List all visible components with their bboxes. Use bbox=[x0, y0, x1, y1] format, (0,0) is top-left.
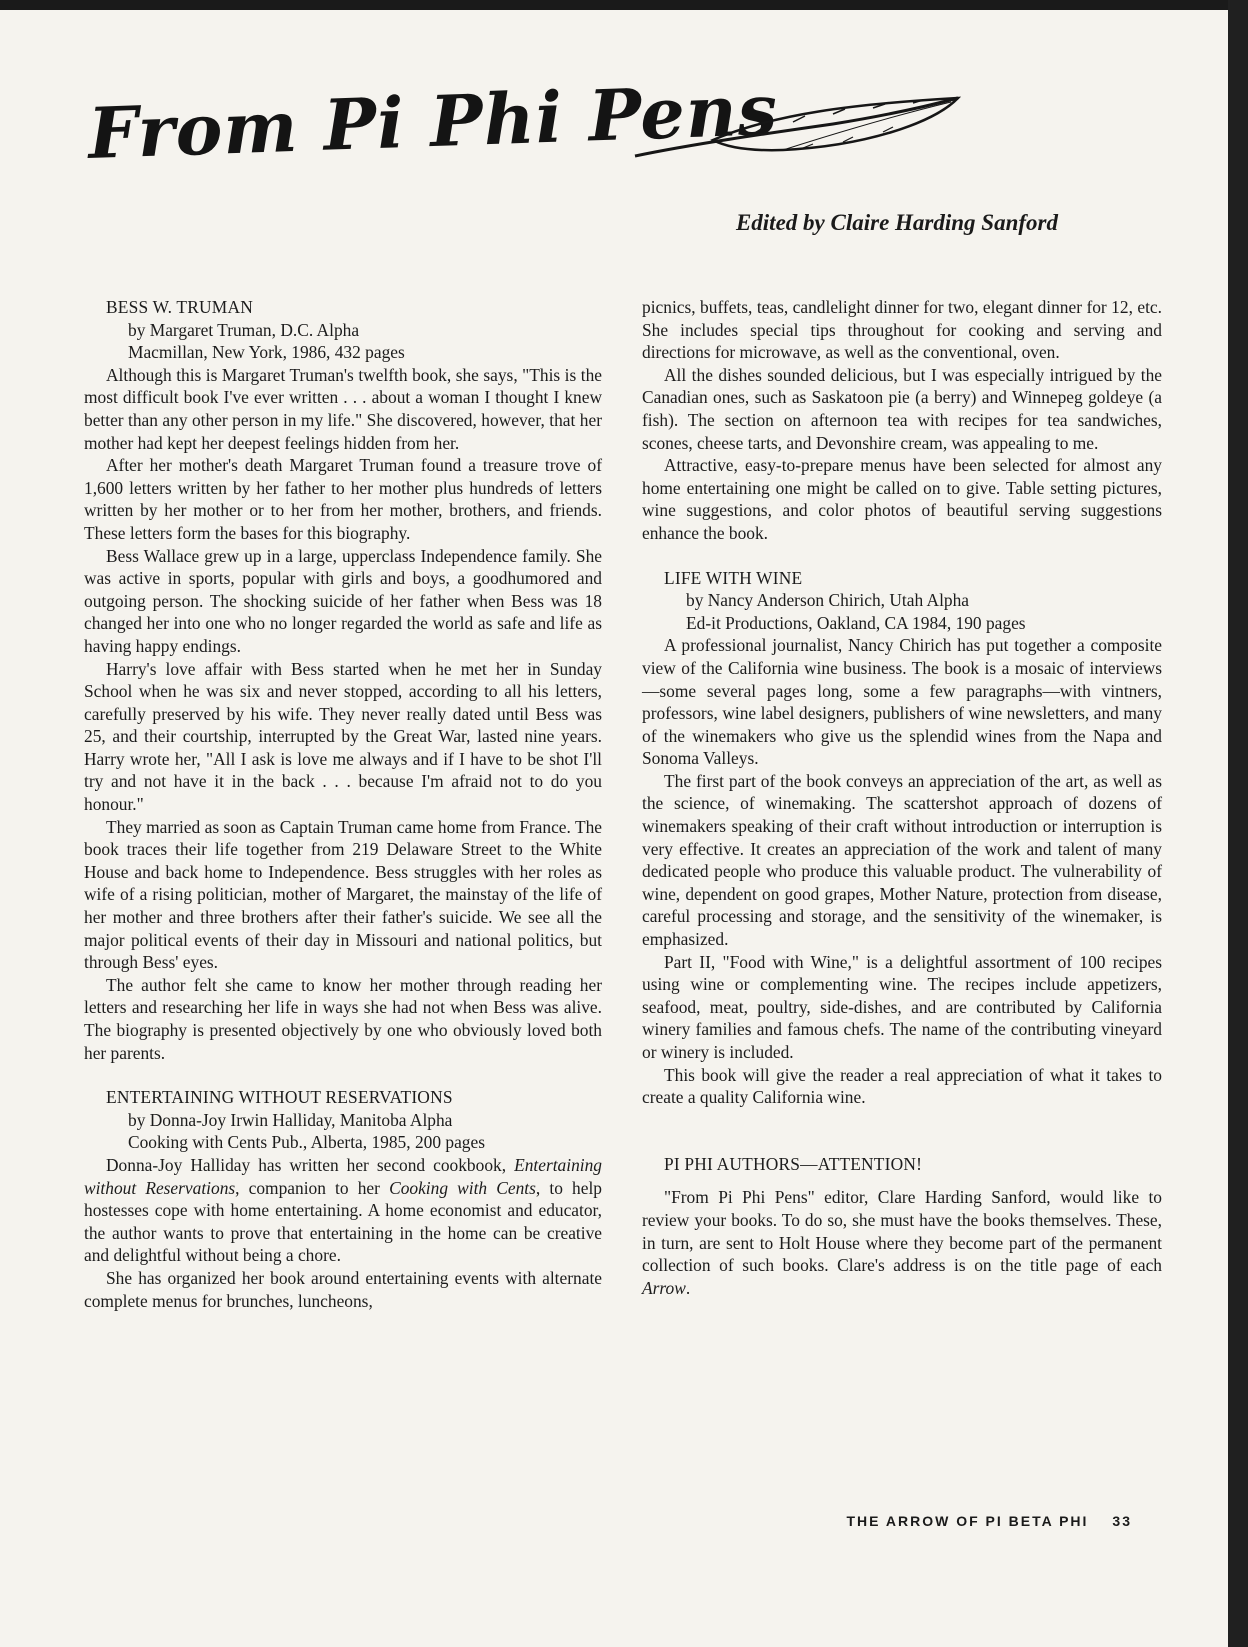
review-publisher: Ed-it Productions, Oakland, CA 1984, 190 pages bbox=[686, 612, 1026, 633]
review-paragraph: Harry's love affair with Bess started when he met her in Sunday School when he was six and never stopped, according to all his letters, carefully preserved by his wife. They never really dated until Bess was 25, and their courtship, interrupted by the Great War, lasted nine years. Harry wrote her, "All I ask is love me always and if I have to be shot I'll try and not have it in the back . . . because I'm afraid not to do you honour." bbox=[84, 658, 602, 815]
editor-credit: Edited by Claire Harding Sanford bbox=[735, 210, 1058, 235]
review-publisher: Cooking with Cents Pub., Alberta, 1985, 200 pages bbox=[128, 1132, 485, 1153]
review-heading: LIFE WITH WINE bbox=[664, 567, 803, 588]
review-paragraph: Although this is Margaret Truman's twelfth book, she says, "This is the most difficult book I've ever written . . . about a woman I thought I knew better than any other person in my life." She discovered, however, that her mother had kept her deepest feelings hidden from her. bbox=[84, 364, 602, 453]
review-bess-truman bbox=[84, 296, 602, 1064]
review-paragraph: After her mother's death Margaret Truman found a treasure trove of 1,600 letters written by her father to her mother plus hundreds of letters written by her mother or to her from her mother, brothers, and friends. These letters form the bases for this biography. bbox=[84, 455, 602, 543]
paragraph-text: "From Pi Phi Pens" editor, Clare Harding Sanford, would like to review your books. To do so, she must have the books themselves. These, in turn, are sent to Holt House where they become part of the permanent collection of such books. Clare's address is on the title page of each bbox=[642, 1187, 1162, 1276]
masthead-title: From Pi Phi Pens bbox=[86, 67, 780, 176]
right-column bbox=[642, 296, 1162, 1299]
review-heading: BESS W. TRUMAN bbox=[106, 297, 253, 317]
paragraph-text: . bbox=[685, 1277, 691, 1298]
scan-edge bbox=[1228, 0, 1248, 1647]
paragraph-text: , companion to her bbox=[235, 1177, 390, 1198]
review-life-with-wine bbox=[642, 567, 1162, 1109]
review-author: by Margaret Truman, D.C. Alpha bbox=[128, 319, 360, 340]
magazine-page bbox=[0, 10, 1228, 1647]
magazine-title: Arrow bbox=[642, 1277, 686, 1298]
review-paragraph: The author felt she came to know her mother through reading her letters and researching her life in ways she had not when Bess was alive. The biography is presented objectively by one who obviously loved both her parents. bbox=[84, 974, 602, 1063]
review-author: by Nancy Anderson Chirich, Utah Alpha bbox=[686, 590, 970, 611]
review-paragraph: They married as soon as Captain Truman came home from France. The book traces their life together from 219 Delaware Street to the White House and back home to Independence. Bess struggles with her roles as wife of a rising politician, mother of Margaret, the mainstay of the life of her mother and three brothers after their father's suicide. We see all the major political events of their day in Missouri and national politics, but through Bess' eyes. bbox=[84, 816, 602, 973]
review-continuation bbox=[642, 296, 1162, 545]
paragraph-text: , to help hostesses cope with home entertaining. A home economist and educator, the author wants to prove that entertaining in the home can be creative and delightful without being a chore. bbox=[84, 1177, 602, 1266]
review-paragraph: Attractive, easy-to-prepare menus have been selected for almost any home entertaining one might be called on to give. Table setting pictures, wine suggestions, and color photos of beautiful serving suggestions enhance the book. bbox=[642, 455, 1162, 543]
review-entertaining-without-reservations bbox=[84, 1086, 602, 1312]
review-paragraph: picnics, buffets, teas, candlelight dinner for two, elegant dinner for 12, etc. She includes special tips throughout for cooking and serving and directions for microwave, as well as the conventional, oven. bbox=[642, 297, 1162, 363]
review-paragraph: She has organized her book around entertaining events with alternate complete menus for brunches, luncheons, bbox=[84, 1267, 602, 1311]
review-paragraph: Part II, "Food with Wine," is a delightful assortment of 100 recipes using wine or complementing wine. The recipes include appetizers, seafood, meat, poultry, side-dishes, and are contributed by California winery families and famous chefs. The name of the contributing vineyard or winery is included. bbox=[642, 951, 1162, 1062]
publication-name: THE ARROW OF PI BETA PHI bbox=[846, 1513, 1089, 1529]
review-paragraph: The first part of the book conveys an appreciation of the art, as well as the science, of winemaking. The scattershot approach of dozens of winemakers speaking of their craft without introduction or interruption is very effective. It creates an appreciation of the work and talent of many dedicated people who produce this valuable product. The vulnerability of wine, dependent on good grapes, Mother Nature, protection from disease, careful processing and storage, and the sensitivity of the winemaker, is emphasized. bbox=[642, 770, 1162, 950]
review-heading: ENTERTAINING WITHOUT RESERVATIONS bbox=[106, 1087, 453, 1108]
review-paragraph: All the dishes sounded delicious, but I was especially intrigued by the Canadian ones, such as Saskatoon pie (a berry) and Winnepeg goldeye (a fish). The section on afternoon tea with recipes for tea sandwiches, scones, cheese tarts, and Devonshire cream, was appealing to me. bbox=[642, 364, 1162, 453]
left-column bbox=[84, 296, 602, 1312]
book-title: Cooking with Cents bbox=[389, 1177, 536, 1198]
notice-heading: PI PHI AUTHORS—ATTENTION! bbox=[664, 1153, 923, 1174]
review-paragraph: This book will give the reader a real appreciation of what it takes to create a quality California wine. bbox=[642, 1064, 1162, 1108]
page-number: 33 bbox=[1112, 1513, 1132, 1529]
review-paragraph: A professional journalist, Nancy Chirich has put together a composite view of the California wine business. The book is a mosaic of interviews—some several pages long, some a few paragraphs—with vintners, professors, wine label designers, publishers of wine newsletters, and many of the winemakers who give us the splendid wines from the Napa and Sonoma Valleys. bbox=[642, 635, 1162, 769]
quill-pen-icon bbox=[633, 94, 963, 164]
review-publisher: Macmillan, New York, 1986, 432 pages bbox=[128, 342, 405, 363]
review-paragraph: Bess Wallace grew up in a large, upperclass Independence family. She was active in sports, popular with girls and boys, a goodhumored and outgoing person. The shocking suicide of her father when Bess was 18 changed her into one who no longer regarded the world as safe and life as having happy endings. bbox=[84, 545, 602, 656]
page-footer bbox=[847, 1513, 1133, 1529]
review-author: by Donna-Joy Irwin Halliday, Manitoba Alpha bbox=[128, 1109, 453, 1130]
paragraph-text: Donna-Joy Halliday has written her second cookbook, bbox=[106, 1154, 515, 1175]
authors-notice bbox=[642, 1153, 1162, 1300]
notice-paragraph bbox=[642, 1186, 1162, 1299]
masthead bbox=[86, 67, 988, 210]
book-title: Entertaining without Reservations bbox=[84, 1154, 602, 1198]
review-paragraph bbox=[84, 1154, 602, 1267]
